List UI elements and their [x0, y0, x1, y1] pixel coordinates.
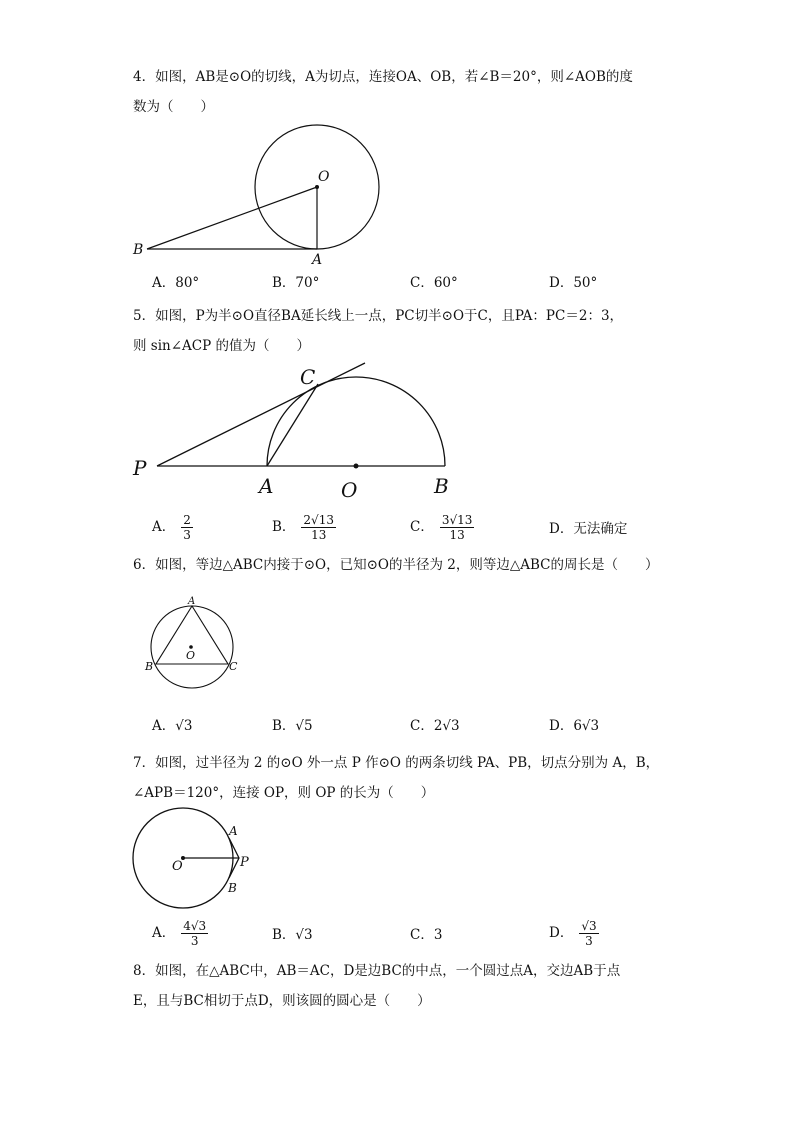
q7-option-d-den: 3 [585, 934, 593, 948]
q4-label-B: B [133, 242, 144, 258]
q5-semicircle [267, 377, 445, 466]
q7-stem-line2: ∠APB＝120°，连接 OP，则 OP 的长为（ ） [133, 785, 435, 801]
q5-option-a [152, 513, 193, 542]
q7-label-O: O [172, 859, 183, 874]
q7-option-a-num: 4√3 [183, 919, 207, 933]
q5-option-b-num: 2√13 [303, 513, 334, 527]
q5-option-a-den: 3 [183, 528, 191, 542]
q4-option-b: B．70° [272, 275, 320, 291]
q5-option-c [410, 513, 474, 542]
q7-option-d-fraction [579, 919, 598, 948]
q6-label-A: A [188, 596, 196, 607]
q7-figure [133, 808, 239, 908]
q5-label-P: P [133, 456, 147, 480]
q5-stem-line2: 则 sin∠ACP 的值为（ ） [133, 338, 310, 354]
q5-tangent-PC [157, 363, 365, 466]
q7-label-B: B [228, 881, 237, 895]
q8-stem-line1: 8．如图，在△ABC中，AB＝AC，D是边BC的中点，一个圆过点A，交边AB于点 [133, 963, 621, 979]
q6-label-B: B [145, 660, 154, 673]
q5-label-A: A [259, 474, 274, 498]
q7-option-d-num: √3 [581, 919, 597, 933]
q5-option-a-prefix: A． [152, 519, 176, 535]
q4-stem-line2: 数为（ ） [133, 99, 214, 115]
q6-option-c: C．2√3 [410, 718, 460, 734]
q4-center-dot [315, 185, 319, 189]
q7-option-a [152, 919, 208, 948]
q5-option-c-den: 13 [449, 528, 465, 542]
q7-option-d [549, 919, 599, 948]
q4-stem-line1: 4．如图，AB是⊙O的切线，A为切点，连接OA、OB，若∠B＝20°，则∠AOB的度 [133, 69, 633, 85]
q7-option-c: C．3 [410, 927, 443, 943]
q5-stem-line1: 5．如图，P为半⊙O直径BA延长线上一点，PC切半⊙O于C，且PA：PC＝2：3， [133, 308, 624, 324]
q8-stem-line2: E，且与BC相切于点D，则该圆的圆心是（ ） [133, 993, 431, 1009]
q5-option-b-den: 13 [311, 528, 327, 542]
q7-option-a-fraction [181, 919, 208, 948]
q6-option-b: B．√5 [272, 718, 313, 734]
q5-label-B: B [434, 474, 449, 498]
q5-option-a-num: 2 [183, 513, 191, 527]
q4-segment-OB [147, 187, 317, 249]
q7-option-a-den: 3 [190, 934, 199, 948]
q5-center-dot [354, 464, 359, 469]
q5-chord-AC [267, 384, 318, 466]
q4-figure [147, 125, 379, 249]
q7-label-A: A [229, 824, 238, 838]
q5-option-c-num: 3√13 [441, 513, 473, 527]
q4-option-d: D．50° [549, 275, 598, 291]
q7-label-P: P [240, 855, 249, 870]
q5-label-O: O [341, 478, 358, 502]
q5-option-c-fraction [440, 513, 475, 542]
q7-option-b: B．√3 [272, 927, 313, 943]
q5-option-d: D．无法确定 [549, 521, 628, 537]
q4-option-c: C．60° [410, 275, 458, 291]
q4-option-a: A．80° [152, 275, 200, 291]
q5-option-b [272, 513, 336, 542]
q7-option-a-prefix: A． [152, 925, 176, 941]
q6-option-d: D．6√3 [549, 718, 600, 734]
q7-option-d-prefix: D． [549, 925, 574, 941]
q5-option-a-fraction [181, 513, 193, 542]
q5-option-b-fraction [301, 513, 336, 542]
q5-option-c-prefix: C． [410, 519, 434, 535]
q5-option-b-prefix: B． [272, 519, 296, 535]
q7-stem-line1: 7．如图，过半径为 2 的⊙O 外一点 P 作⊙O 的两条切线 PA、PB，切点分别为 A，B， [133, 755, 660, 771]
q5-label-C: C [300, 365, 316, 389]
q6-label-O: O [186, 649, 196, 662]
q4-label-A: A [312, 252, 323, 268]
q6-label-C: C [229, 660, 238, 673]
q6-stem-line1: 6．如图，等边△ABC内接于⊙O，已知⊙O的半径为 2，则等边△ABC的周长是（ ） [133, 557, 659, 573]
q4-label-O: O [318, 169, 330, 185]
q6-option-a: A．√3 [152, 718, 193, 734]
